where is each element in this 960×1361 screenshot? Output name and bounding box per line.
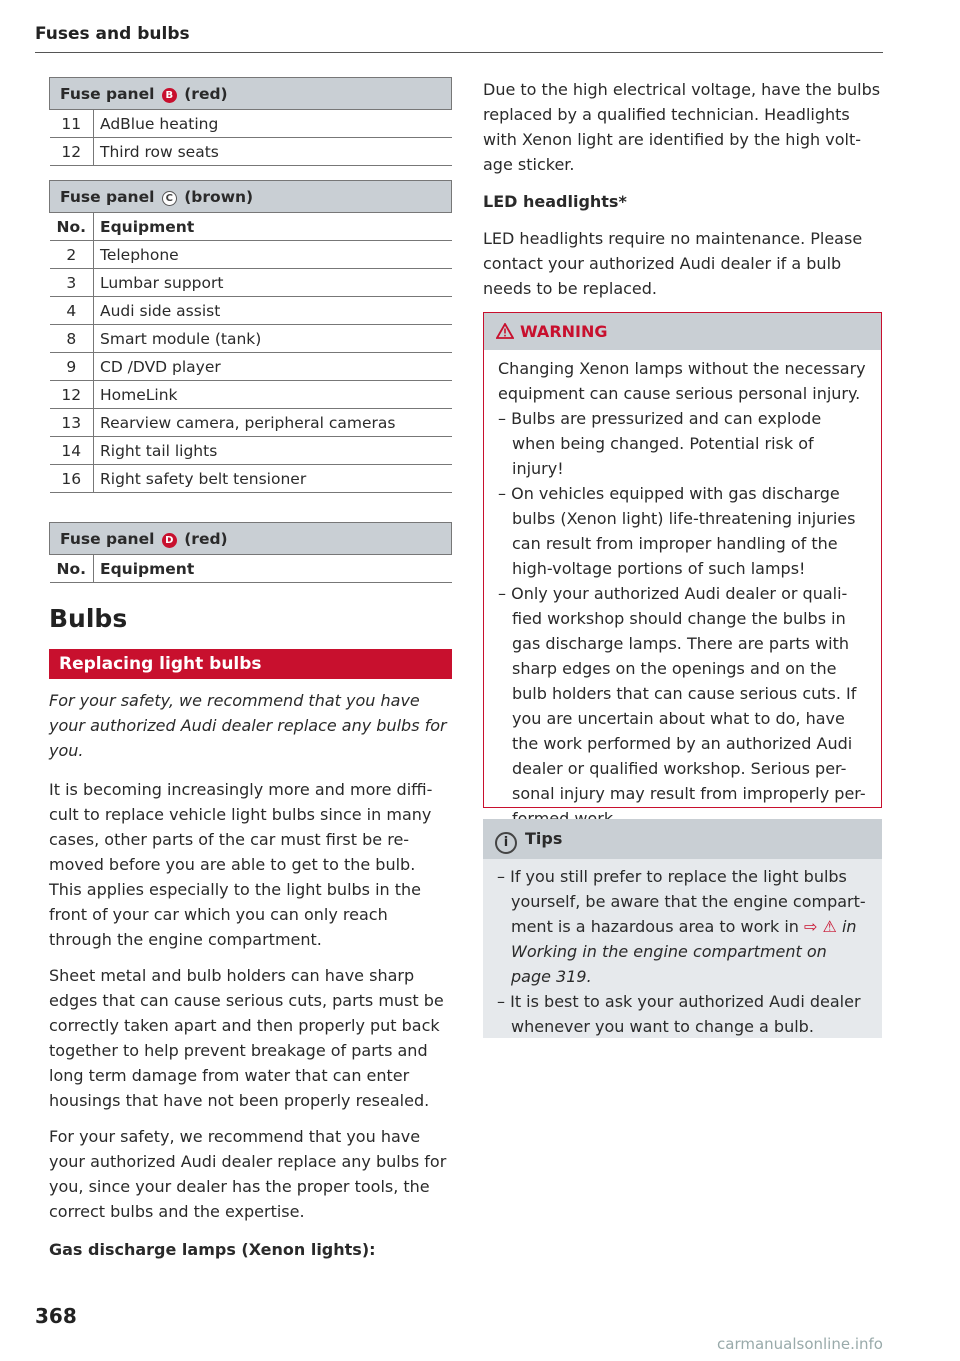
led-heading: LED headlights* <box>483 192 627 211</box>
warning-intro: Changing Xenon lamps without the necessary equipment can cause serious personal injury. <box>498 359 866 403</box>
table-row: 9 CD /DVD player <box>50 353 452 381</box>
warning-header: WARNING <box>484 313 881 350</box>
warning-ref-icon: ⚠ <box>822 917 837 936</box>
fuse-panel-d-caption: Fuse panel D (red) <box>50 523 452 555</box>
bulbs-left-column <box>49 688 452 1262</box>
badge-c-icon: C <box>162 191 177 206</box>
table-header-row: No. Equipment <box>50 213 452 241</box>
table-row: 16 Right safety belt tensioner <box>50 465 452 493</box>
gas-discharge-text: Due to the high electrical voltage, have the bulbs replaced by a qualified technician. Headlights with Xenon light are identified by the high volt-age sticker. <box>483 80 881 174</box>
bulbs-right-column <box>483 77 883 301</box>
warning-body <box>484 350 881 831</box>
warning-box <box>483 312 882 808</box>
paragraph-2: Sheet metal and bulb holders can have sharp edges that can cause serious cuts, parts must be correctly taken apart and then properly put back together to help prevent breakage of parts and long term damage from water that can enter housings that have not been properly resealed. <box>49 966 444 1110</box>
intro-paragraph: For your safety, we recommend that you have your authorized Audi dealer replace any bulbs for you. <box>49 691 447 760</box>
led-text: LED headlights require no maintenance. Please contact your authorized Audi dealer if a bulb needs to be replaced. <box>483 229 863 298</box>
info-icon: i <box>495 832 517 854</box>
tip-item: – If you still prefer to replace the light bulbs yourself, be aware that the engine compart-ment is a hazardous area to work in ⇨ ⚠ in Working in the engine compartment on page 319. <box>497 867 866 986</box>
table-row: 11 AdBlue heating <box>50 110 452 138</box>
table-row: 8 Smart module (tank) <box>50 325 452 353</box>
reference-arrow-icon: ⇨ <box>804 917 818 936</box>
page-header-title: Fuses and bulbs <box>35 24 190 44</box>
warning-item: – On vehicles equipped with gas discharge bulbs (Xenon light) life-threatening injuries can result from improper handling of the high-voltage portions of such lamps! <box>498 484 856 578</box>
warning-item: – Bulbs are pressurized and can explode when being changed. Potential risk of injury! <box>498 409 822 478</box>
cross-reference-link[interactable]: in Working in the engine compartment on page 319. <box>511 917 857 986</box>
paragraph-1: It is becoming increasingly more and more diffi-cult to replace vehicle light bulbs since in many cases, other parts of the car must first be re-moved before you are able to get to the bulb. This applies especially to the light bulbs in the front of your car which you can only reach through the engine compartment. <box>49 780 433 949</box>
fuse-panel-b-caption: Fuse panel B (red) <box>50 78 452 110</box>
table-row: 2 Telephone <box>50 241 452 269</box>
fuse-panel-c-caption: Fuse panel C (brown) <box>50 181 452 213</box>
warning-item: – Only your authorized Audi dealer or quali-fied workshop should change the bulbs in gas discharge lamps. There are parts with sharp edges on the openings and on the bulb holders that can cause serious cuts. If you are uncertain about what to do, have the work performed by an authorized Audi dealer or qualified workshop. Serious per-sonal injury may result from improperly per- <box>498 584 866 803</box>
table-row: 3 Lumbar support <box>50 269 452 297</box>
table-row: 13 Rearview camera, peripheral cameras <box>50 409 452 437</box>
tip-item: – It is best to ask your authorized Audi dealer whenever you want to change a bulb. <box>497 992 861 1036</box>
paragraph-3: For your safety, we recommend that you have your authorized Audi dealer replace any bulbs for you, since your dealer has the proper tools, the correct bulbs and the expertise. <box>49 1127 447 1221</box>
fuse-panel-b-table <box>49 77 452 166</box>
warning-triangle-icon <box>496 323 514 339</box>
table-header-row: No. Equipment <box>50 555 452 583</box>
table-row: 12 HomeLink <box>50 381 452 409</box>
replacing-bulbs-heading: Replacing light bulbs <box>49 649 452 679</box>
table-row: 4 Audi side assist <box>50 297 452 325</box>
tips-header: i Tips <box>483 819 882 859</box>
fuse-panel-d-table <box>49 522 452 583</box>
bulbs-section-title: Bulbs <box>49 604 128 633</box>
table-row: 12 Third row seats <box>50 138 452 166</box>
watermark: carmanualsonline.info <box>717 1335 883 1353</box>
tips-body <box>483 859 882 1039</box>
page-number: 368 <box>35 1304 77 1328</box>
fuse-panel-c-table <box>49 180 452 493</box>
badge-b-icon: B <box>162 88 177 103</box>
table-row: 14 Right tail lights <box>50 437 452 465</box>
header-divider <box>35 52 883 53</box>
gas-discharge-heading: Gas discharge lamps (Xenon lights): <box>49 1240 376 1259</box>
tips-box <box>483 819 882 1038</box>
badge-d-icon: D <box>162 533 177 548</box>
